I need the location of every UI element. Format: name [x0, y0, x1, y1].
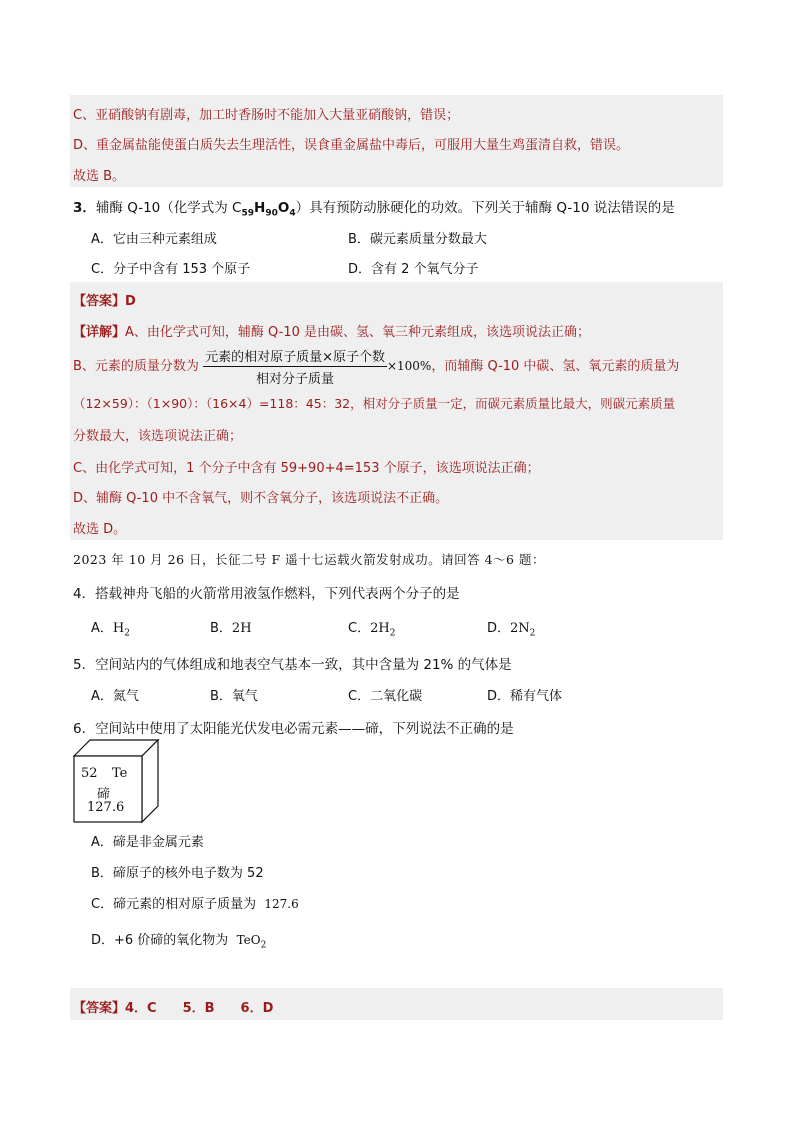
- question-6-stem: 6．空间站中使用了太阳能光伏发电必需元素——碲，下列说法不正确的是: [73, 721, 514, 737]
- question-5-stem: 5．空间站内的气体组成和地表空气基本一致，其中含量为 21% 的气体是: [73, 657, 512, 673]
- question-3-option-a[interactable]: A．它由三种元素组成: [91, 232, 217, 247]
- question-5-option-b[interactable]: B．氧气: [210, 689, 258, 704]
- question-6-option-c[interactable]: C．碲元素的相对原子质量为 127.6: [91, 897, 299, 912]
- detail-line-d: D、辅酶 Q-10 中不含氧气，则不含氧分子，该选项说法不正确。: [73, 491, 449, 506]
- question-4-option-a[interactable]: A．$H_2$: [91, 621, 130, 639]
- question-4-stem: 4．搭载神舟飞船的火箭常用液氢作燃料，下列代表两个分子的是: [73, 586, 460, 602]
- question-3-option-c[interactable]: C．分子中含有 153 个原子: [91, 262, 251, 277]
- question-3-option-b[interactable]: B．碳元素质量分数最大: [348, 232, 487, 247]
- question-3-answer: 【答案】D: [73, 294, 136, 309]
- question-5-option-d[interactable]: D．稀有气体: [487, 689, 563, 704]
- question-6-option-a[interactable]: A．碲是非金属元素: [91, 835, 204, 850]
- mass-fraction-formula: $\frac{\text{元素的相对原子质量×原子个数}}{\text{相对分子质量}}$: [203, 346, 387, 387]
- question-4-option-b[interactable]: B．2H: [210, 621, 252, 636]
- element-symbol: Te: [112, 766, 128, 781]
- detail-line-a: 【详解】A、由化学式可知，辅酶 Q-10 是由碳、氢、氧三种元素组成，该选项说法正确；: [73, 325, 591, 340]
- detail-line-b: B、元素的质量分数为 $\frac{\text{元素的相对原子质量×原子个数}}{\text{相对分子质量}}$ ×100%，而辅酶 Q-10 中碳、氢、氧元素的质量为: [73, 346, 679, 387]
- detail-conclusion: 故选 D。: [73, 522, 127, 537]
- detail-line-c: C、由化学式可知，1 个分子中含有 59+90+4=153 个原子，该选项说法正确；: [73, 461, 540, 476]
- question-5-option-c[interactable]: C．二氧化碳: [348, 689, 423, 704]
- detail-line-b-2: （12×59）：（1×90）：（16×4）=118：45：32，相对分子质量一定，而碳元素质量比最大，则碳元素质量: [73, 396, 676, 411]
- question-6-option-b[interactable]: B．碲原子的核外电子数为 52: [91, 866, 264, 881]
- question-3-stem: 3．辅酶 Q-10（化学式为 $C_{59}H_{90}O_4$）具有预防动脉硬化的功效。下列关于辅酶 Q-10 说法错误的是: [73, 200, 675, 219]
- element-atomic-mass: 127.6: [87, 800, 125, 815]
- detail-line-b-3: 分数最大，该选项说法正确；: [73, 429, 243, 444]
- element-name: 碲: [97, 787, 111, 802]
- question-4-option-d[interactable]: D．$2N_2$: [487, 621, 536, 639]
- option-d-explanation: D、重金属盐能使蛋白质失去生理活性，误食重金属盐中毒后，可服用大量生鸡蛋清自救，错误。: [73, 138, 630, 153]
- question-5-option-a[interactable]: A．氮气: [91, 689, 139, 704]
- group-intro: 2023 年 10 月 26 日，长征二号 F 遥十七运载火箭发射成功。请回答 4～6 题：: [73, 552, 545, 567]
- question-6-option-d[interactable]: D．+6 价碲的氧化物为 TeO$_2$: [91, 933, 267, 951]
- question-4-option-c[interactable]: C．$2H_2$: [348, 621, 396, 639]
- answer-conclusion: 故选 B。: [73, 169, 126, 184]
- question-3-option-d[interactable]: D．含有 2 个氧气分子: [348, 262, 479, 277]
- final-answer: 【答案】4．C 5．B 6．D: [73, 1001, 274, 1016]
- option-c-explanation: C、亚硝酸钠有剧毒，加工时香肠时不能加入大量亚硝酸钠，错误；: [73, 108, 460, 123]
- element-atomic-number: 52: [81, 766, 98, 781]
